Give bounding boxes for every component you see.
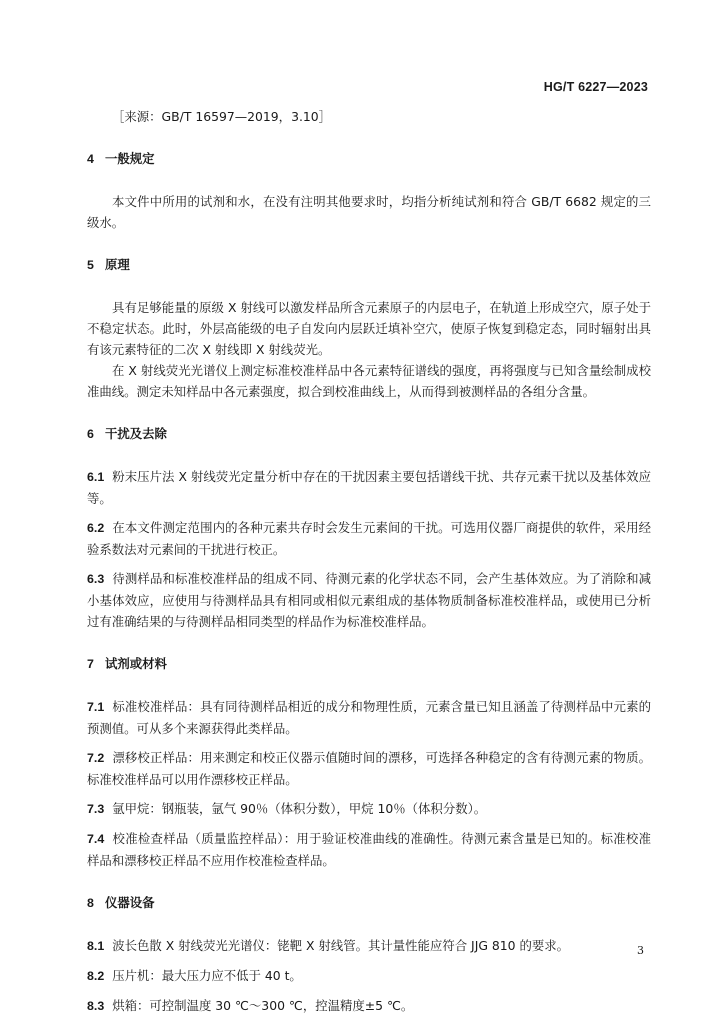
clause-8-2 [87, 965, 651, 987]
clause-7-1 [87, 696, 651, 739]
clause-number: 8.3 [87, 999, 105, 1013]
clause-text: 波长色散 X 射线荧光光谱仪：铑靶 X 射线管。其计量性能应符合 JJG 810 的要求。 [112, 938, 570, 953]
clause-6-3 [87, 568, 651, 632]
section-title: 仪器设备 [105, 895, 155, 910]
page-content [87, 106, 651, 1017]
clause-number: 7.2 [87, 751, 105, 765]
clause-number: 6.2 [87, 521, 105, 535]
section-heading-8 [87, 892, 651, 914]
paragraph: 本文件中所用的试剂和水，在没有注明其他要求时，均指分析纯试剂和符合 GB/T 6682 规定的三级水。 [87, 194, 651, 230]
clause-number: 6.3 [87, 572, 105, 586]
document-id-header: HG/T 6227—2023 [543, 80, 648, 94]
clause-number: 8.2 [87, 969, 105, 983]
section-number: 5 [87, 258, 94, 272]
paragraph: 具有足够能量的原级 X 射线可以激发样品所含元素原子的内层电子，在轨道上形成空穴，原子处于不稳定状态。此时，外层高能级的电子自发向内层跃迁填补空穴，使原子恢复到稳定态，同时辐射出具有该元素特征的二次 X 射线即 X 射线荧光。 [87, 300, 651, 357]
clause-text: 氩甲烷：钢瓶装，氩气 90％（体积分数），甲烷 10％（体积分数）。 [112, 801, 487, 816]
clause-number: 6.1 [87, 470, 105, 484]
clause-number: 7.4 [87, 832, 105, 846]
clause-number: 8.1 [87, 939, 105, 953]
section-number: 6 [87, 427, 94, 441]
clause-text: 烘箱：可控制温度 30 ℃～300 ℃，控温精度±5 ℃。 [112, 998, 414, 1013]
clause-text: 待测样品和标准校准样品的组成不同、待测元素的化学状态不同，会产生基体效应。为了消除和减小基体效应，应使用与待测样品具有相同或相似元素组成的基体物质制备标准校准样品，或使用已分析过有准确结果的与待测样品相同类型的样品作为标准校准样品。 [87, 571, 651, 629]
section-number: 7 [87, 657, 94, 671]
section-title: 一般规定 [105, 151, 155, 166]
clause-8-3 [87, 995, 651, 1017]
clause-text: 在本文件测定范围内的各种元素共存时会发生元素间的干扰。可选用仪器厂商提供的软件，采用经验系数法对元素间的干扰进行校正。 [87, 520, 651, 557]
section-heading-7 [87, 653, 651, 675]
section-heading-4 [87, 148, 651, 170]
section-number: 8 [87, 896, 94, 910]
clause-number: 7.3 [87, 802, 105, 816]
section-number: 4 [87, 152, 94, 166]
clause-7-3 [87, 798, 651, 820]
clause-number: 7.1 [87, 700, 105, 714]
source-reference: ［来源：GB/T 16597—2019，3.10］ [112, 109, 332, 124]
clause-8-1 [87, 935, 651, 957]
clause-7-2 [87, 747, 651, 790]
section-title: 原理 [105, 257, 130, 272]
clause-text: 标准校准样品：具有同待测样品相近的成分和物理性质，元素含量已知且涵盖了待测样品中元素的预测值。可从多个来源获得此类样品。 [87, 699, 651, 736]
clause-6-2 [87, 517, 651, 560]
page-number: 3 [637, 944, 644, 957]
clause-7-4 [87, 828, 651, 871]
section-heading-6 [87, 423, 651, 445]
section-heading-5 [87, 254, 651, 276]
clause-text: 漂移校正样品：用来测定和校正仪器示值随时间的漂移，可选择各种稳定的含有待测元素的物质。标准校准样品可以用作漂移校正样品。 [87, 750, 651, 787]
clause-6-1 [87, 466, 651, 509]
clause-text: 压片机：最大压力应不低于 40 t。 [112, 968, 302, 983]
section-title: 试剂或材料 [105, 656, 167, 671]
section-title: 干扰及去除 [105, 426, 167, 441]
paragraph: 在 X 射线荧光光谱仪上测定标准校准样品中各元素特征谱线的强度，再将强度与已知含量绘制成校准曲线。测定未知样品中各元素强度，拟合到校准曲线上，从而得到被测样品的各组分含量。 [87, 363, 651, 399]
clause-text: 校准检查样品（质量监控样品）：用于验证校准曲线的准确性。待测元素含量是已知的。标准校准样品和漂移校正样品不应用作校准检查样品。 [87, 831, 651, 868]
clause-text: 粉末压片法 X 射线荧光定量分析中存在的干扰因素主要包括谱线干扰、共存元素干扰以及基体效应等。 [87, 469, 651, 506]
